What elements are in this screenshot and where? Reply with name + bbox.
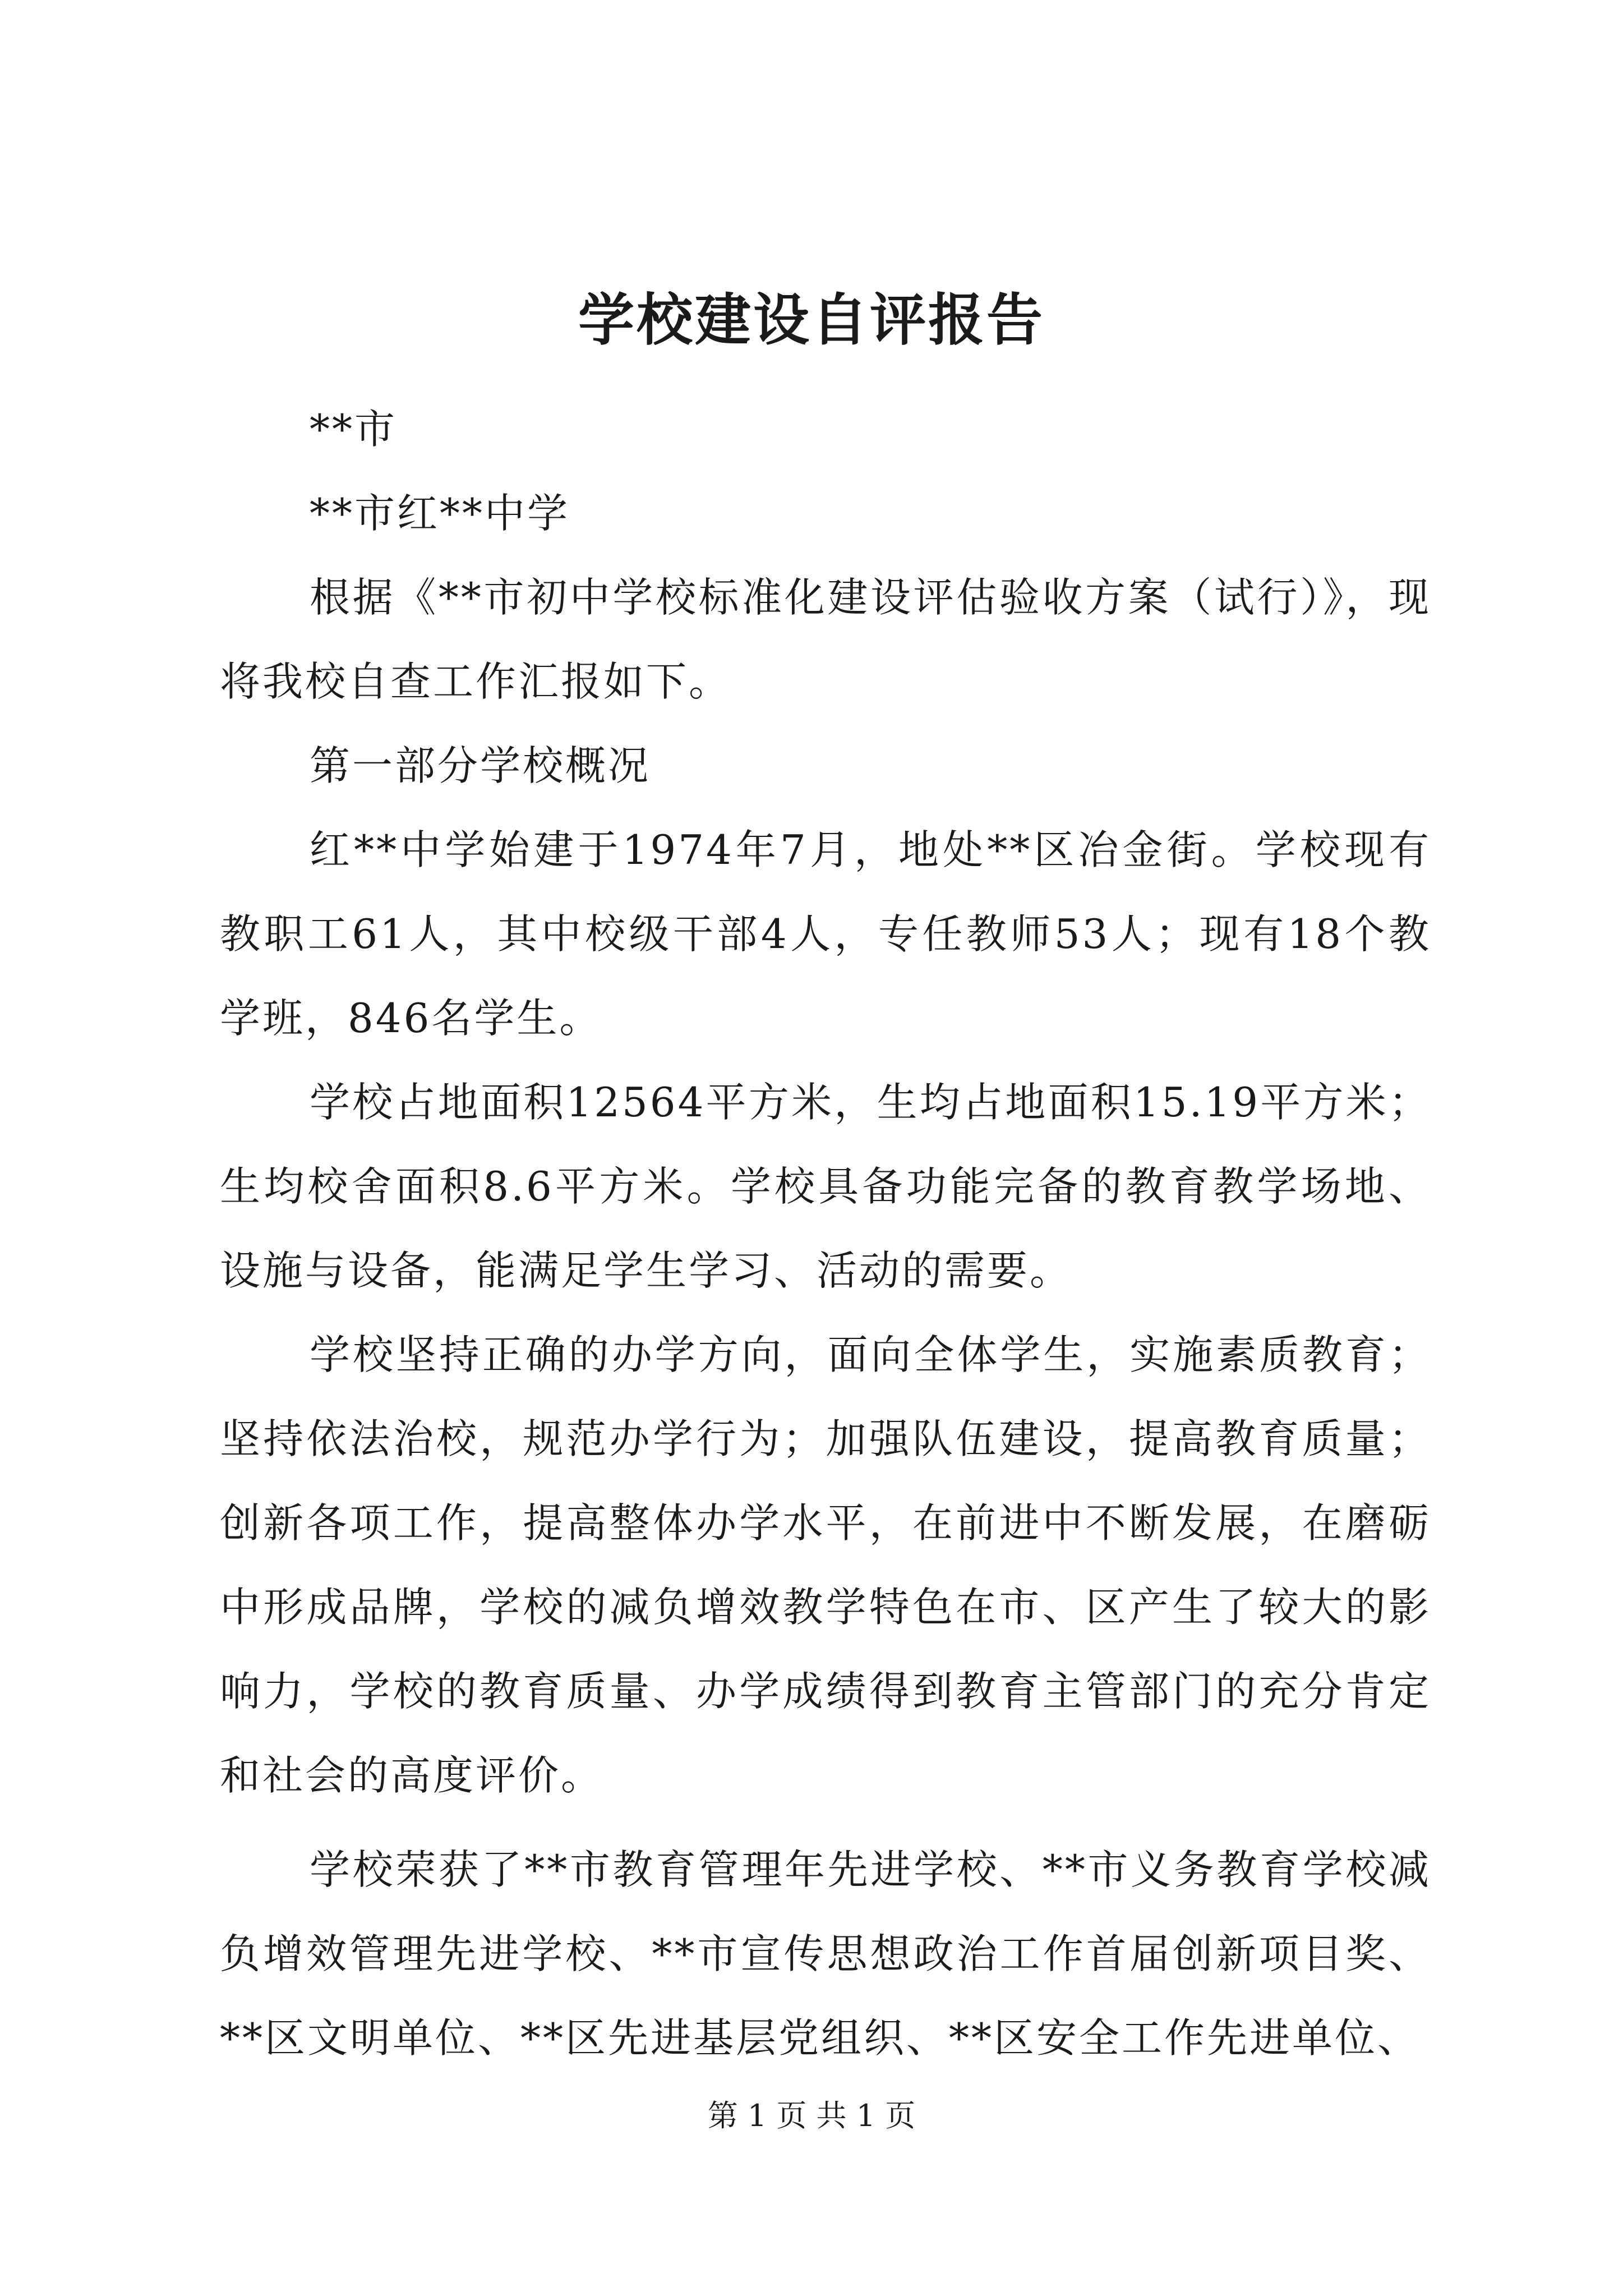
paragraph-direction: 学校坚持正确的办学方向，面向全体学生，实施素质教育；坚持依法治校，规范办学行为；加强队伍建设，提高教育质量；创新各项工作，提高整体办学水平，在前进中不断发展，在磨砺中形成品牌，学校的减负增效教学特色在市、区产生了较大的影响力，学校的教育质量、办学成绩得到教育主管部门的充分肯定和社会的高度评价。 — [220, 1331, 1431, 1799]
document-body — [220, 387, 1431, 2080]
section-heading: 第一部分学校概况 — [310, 742, 651, 789]
paragraph-honors: 学校荣获了**市教育管理年先进学校、**市义务教育学校减负增效管理先进学校、**市宣传思想政治工作首届创新项目奖、**区文明单位、**区先进基层党组织、**区安全工作先进单位、 — [220, 1846, 1431, 2062]
paragraph-overview: 红**中学始建于1974年7月，地处**区冶金街。学校现有教职工61人，其中校级干部4人，专任教师53人；现有18个教学班，846名学生。 — [220, 826, 1431, 1042]
paragraph-area: 学校占地面积12564平方米，生均占地面积15.19平方米；生均校舍面积8.6平方米。学校具备功能完备的教育教学场地、设施与设备，能满足学生学习、活动的需要。 — [220, 1079, 1431, 1294]
paragraph-intro: 根据《**市初中学校标准化建设评估验收方案（试行）》，现将我校自查工作汇报如下。 — [220, 574, 1431, 705]
page-footer: 第 1 页 共 1 页 — [707, 2098, 916, 2133]
paragraph-school-name: **市红**中学 — [310, 490, 570, 537]
document-title: 学校建设自评报告 — [578, 287, 1045, 353]
paragraph-city: **市 — [310, 406, 398, 453]
